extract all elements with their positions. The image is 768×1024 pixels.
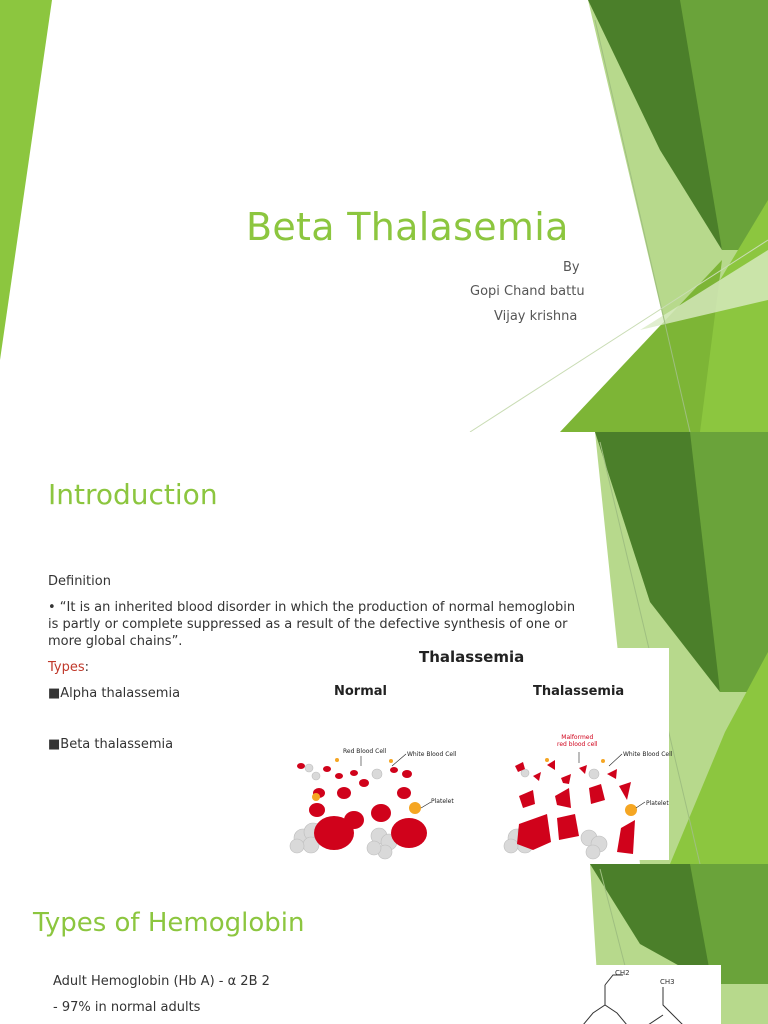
slide-heading: Introduction	[48, 478, 218, 511]
chemical-structure-drawing	[553, 965, 721, 1024]
thalassemia-figure	[289, 648, 673, 860]
left-green-triangle	[0, 0, 52, 360]
thalassemia-label: Thalassemia	[533, 684, 625, 699]
figure-title: Thalassemia	[419, 648, 525, 666]
introduction-slide	[0, 432, 768, 864]
ch3-label: CH3	[660, 978, 675, 986]
slide-heading: Types of Hemoglobin	[33, 908, 305, 938]
platelet-label-2: Platelet	[646, 800, 669, 807]
hemoglobin-slide	[0, 864, 768, 1024]
malformed-line-1: Malformed	[561, 734, 594, 741]
types-line	[48, 659, 89, 676]
type-alpha: ■Alpha thalassemia	[48, 686, 181, 701]
type-beta: ■Beta thalassemia	[48, 737, 174, 752]
normal-label: Normal	[334, 684, 387, 699]
malformed-label	[557, 734, 598, 748]
slide-title: Beta Thalasemia	[246, 205, 569, 249]
pointer-lines-thalassemia	[579, 752, 645, 808]
malformed-line-2: red blood cell	[557, 741, 598, 748]
red-blood-cell-label: Red Blood Cell	[343, 748, 387, 755]
types-label: Types	[48, 660, 85, 675]
white-blood-cell-label-2: White Blood Cell	[623, 751, 673, 758]
heme-structure	[553, 965, 721, 1024]
definition-text: • “It is an inherited blood disorder in which the production of normal hemoglobin is partly or complete suppressed as a result of the defective synthesis of one or more global chains”.	[48, 600, 576, 649]
by-label: By	[563, 260, 580, 275]
definition-label: Definition	[48, 574, 111, 589]
pointer-lines-normal	[361, 754, 431, 808]
platelet-label: Platelet	[431, 798, 454, 805]
types-colon: :	[84, 660, 90, 675]
author-name-1: Gopi Chand battu	[470, 284, 585, 299]
white-blood-cell-label: White Blood Cell	[407, 751, 457, 758]
white-blood-cells-thalassemia	[504, 769, 607, 859]
malformed-red-cells	[515, 760, 635, 854]
percentage-line: - 97% in normal adults	[53, 1000, 201, 1015]
author-name-2: Vijay krishna	[494, 309, 578, 324]
title-slide	[0, 0, 768, 432]
adult-hemoglobin-line: Adult Hemoglobin (Hb A) - α 2B 2	[53, 974, 270, 989]
ch2-label: CH2	[615, 969, 630, 977]
